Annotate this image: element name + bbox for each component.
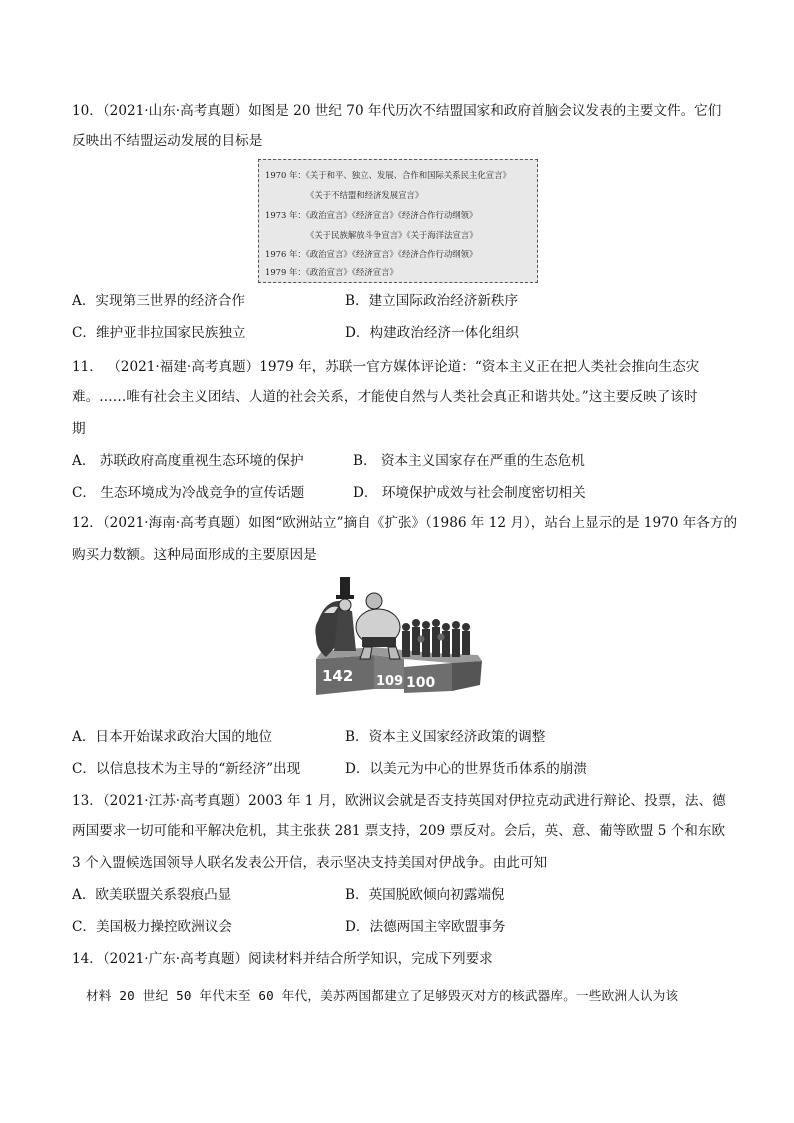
q10-stem-line1: 10．（2021·山东·高考真题）如图是 20 世纪 70 年代历次不结盟国家和政府首脑会议发表的主要文件。它们: [72, 103, 722, 119]
q13-option-c: C．美国极力操控欧洲议会: [72, 919, 232, 935]
q11-option-d: D． 环境保护成效与社会制度密切相关: [353, 485, 586, 501]
q11-stem-line2: 难。……唯有社会主义团结、人道的社会关系，才能使自然与人类社会真正和谐共处。”这主要反映了该时: [72, 389, 698, 405]
q10-figure-row: 1979 年：《政治宣言》《经济宣言》: [265, 267, 398, 277]
q12-europe-standing-cartoon: [302, 577, 492, 705]
q13-option-b: B．英国脱欧倾向初露端倪: [345, 887, 505, 903]
q11-stem-line1: 11． （2021·福建·高考真题）1979 年，苏联一官方媒体评论道：“资本主义正在把人类社会推向生态灾: [72, 359, 700, 375]
q14-material: 材料 20 世纪 50 年代末至 60 年代，美苏两国都建立了足够毁灭对方的核武器库。一些欧洲人认为该: [86, 988, 679, 1003]
q13-option-a: A．欧美联盟关系裂痕凸显: [72, 887, 232, 903]
q10-option-d: D．构建政治经济一体化组织: [345, 325, 520, 341]
q12-stem-line2: 购买力数额。这种局面形成的主要原因是: [72, 547, 317, 563]
q12-option-b: B．资本主义国家经济政策的调整: [345, 729, 546, 745]
uncle-sam-hat: [340, 577, 350, 597]
q12-option-d: D．以美元为中心的世界货币体系的崩溃: [345, 761, 587, 777]
european-crowd: [402, 619, 470, 657]
platform-end: [452, 661, 482, 691]
q14-stem-line1: 14．（2021·广东·高考真题）阅读材料并结合所学知识，完成下列要求: [72, 951, 493, 967]
purchasing-power-usa: 142: [322, 667, 354, 685]
q10-figure-row: 1976 年：《政治宣言》《经济宣言》《经济合作行动纲领》: [265, 249, 478, 259]
q13-stem-line2: 两国要求一切可能和平解决危机，其主张获 281 票支持，209 票反对。会后，英、意、葡等欧盟 5 个和东欧: [72, 823, 726, 839]
q10-figure-row: 《关于不结盟和经济发展宣言》: [306, 190, 424, 200]
q11-option-c: C． 生态环境成为冷战竞争的宣传话题: [72, 485, 305, 501]
q13-stem-line1: 13．（2021·江苏·高考真题）2003 年 1 月，欧洲议会就是否支持英国对伊拉克动武进行辩论、投票，法、德: [72, 793, 726, 809]
q10-figure-row: 《关于民族解放斗争宣言》《关于海洋法宣言》: [306, 230, 478, 240]
q10-option-c: C．维护亚非拉国家民族独立: [72, 325, 246, 341]
q10-figure-row: 1973 年：《政治宣言》《经济宣言》《经济合作行动纲领》: [265, 210, 478, 220]
q12-option-a: A．日本开始谋求政治大国的地位: [72, 729, 273, 745]
q12-option-c: C．以信息技术为主导的“新经济”出现: [72, 761, 301, 777]
sumo-head: [366, 593, 382, 609]
purchasing-power-japan: 109: [376, 674, 404, 689]
q13-option-d: D．法德两国主宰欧盟事务: [345, 919, 506, 935]
purchasing-power-europe: 100: [406, 675, 436, 691]
q11-option-b: B． 资本主义国家存在严重的生态危机: [353, 453, 585, 469]
q10-option-b: B．建立国际政治经济新秩序: [345, 293, 519, 309]
q12-stem-line1: 12．（2021·海南·高考真题）如图“欧洲站立”摘自《扩张》（1986 年 12 月），站台上显示的是 1970 年各方的: [72, 515, 738, 531]
q10-figure-row: 1970 年：《关于和平、独立、发展、合作和国际关系民主化宣言》: [265, 170, 511, 180]
q10-option-a: A．实现第三世界的经济合作: [72, 293, 245, 309]
q11-option-a: A． 苏联政府高度重视生态环境的保护: [72, 453, 304, 469]
q10-stem-line2: 反映出不结盟运动发展的目标是: [72, 133, 263, 149]
q13-stem-line3: 3 个入盟候选国领导人联名发表公开信，表示坚决支持美国对伊战争。由此可知: [72, 855, 548, 871]
q10-document-list-figure: [258, 159, 538, 283]
q11-stem-line3: 期: [72, 421, 86, 437]
